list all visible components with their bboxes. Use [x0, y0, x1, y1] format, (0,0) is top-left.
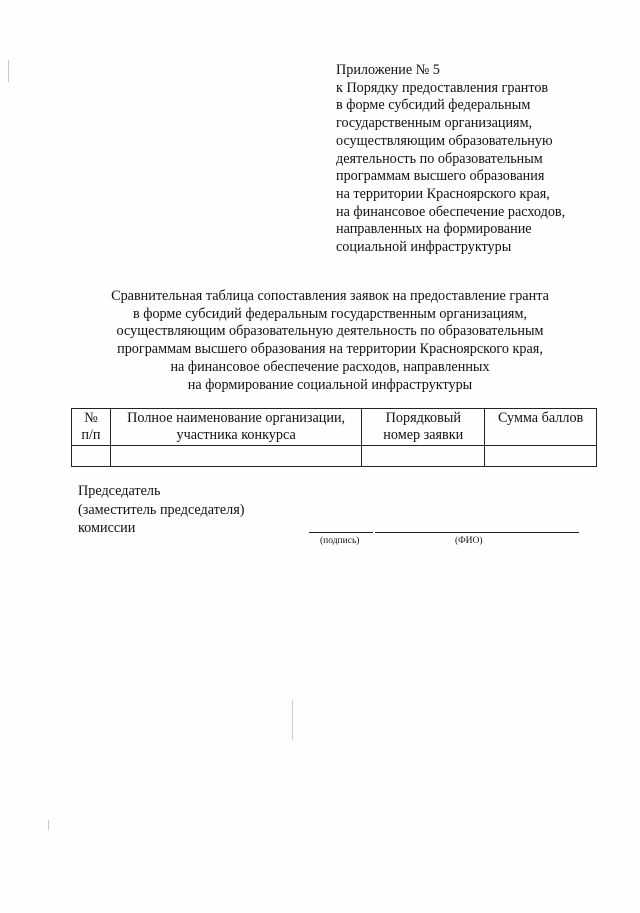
- name-underline: [375, 532, 579, 533]
- table-header-row: [72, 409, 597, 446]
- header-number: № п/п: [72, 409, 111, 446]
- appendix-line: государственным организациям,: [336, 115, 533, 132]
- header-score-sum: Сумма баллов: [485, 409, 597, 446]
- appendix-header: [336, 62, 606, 257]
- appendix-line: Приложение № 5: [336, 62, 440, 78]
- cell-organization-name: [110, 446, 361, 467]
- scan-artifact: [292, 700, 293, 740]
- title-line: программам высшего образования на территории Красноярского края,: [117, 341, 543, 358]
- signature-line: Председатель: [78, 483, 161, 499]
- title-line: осуществляющим образовательную деятельность по образовательным: [116, 323, 544, 340]
- signature-block: [78, 482, 245, 538]
- title-line: Сравнительная таблица сопоставления заявок на предоставление гранта: [111, 288, 549, 304]
- table-row: [72, 446, 597, 467]
- name-caption: (ФИО): [455, 536, 483, 546]
- signature-line: (заместитель председателя): [78, 501, 245, 518]
- appendix-line: деятельность по образовательным: [336, 150, 543, 167]
- cell-number: [72, 446, 111, 467]
- appendix-line: в форме субсидий федеральным: [336, 97, 531, 114]
- cell-application-number: [362, 446, 485, 467]
- signature-line: комиссии: [78, 520, 136, 536]
- title-line: в форме субсидий федеральным государственным организациям,: [133, 305, 527, 322]
- title-line: на финансовое обеспечение расходов, направленных: [170, 358, 490, 375]
- document-title: [60, 288, 600, 394]
- scan-artifact: [48, 820, 49, 830]
- header-application-number: Порядковый номер заявки: [362, 409, 485, 446]
- signature-underline: [309, 532, 373, 533]
- appendix-line: направленных на формирование: [336, 221, 532, 238]
- appendix-line: социальной инфраструктуры: [336, 239, 512, 256]
- appendix-line: осуществляющим образовательную: [336, 132, 553, 149]
- appendix-line: к Порядку предоставления грантов: [336, 79, 549, 96]
- appendix-line: программам высшего образования: [336, 168, 545, 185]
- comparison-table: [71, 408, 597, 467]
- title-line: на формирование социальной инфраструктуры: [187, 376, 473, 393]
- signature-caption: (подпись): [320, 536, 360, 546]
- appendix-line: на финансовое обеспечение расходов,: [336, 203, 566, 220]
- scan-artifact: [8, 60, 9, 82]
- cell-score-sum: [485, 446, 597, 467]
- appendix-line: на территории Красноярского края,: [336, 185, 550, 202]
- header-organization-name: Полное наименование организации, участника конкурса: [110, 409, 361, 446]
